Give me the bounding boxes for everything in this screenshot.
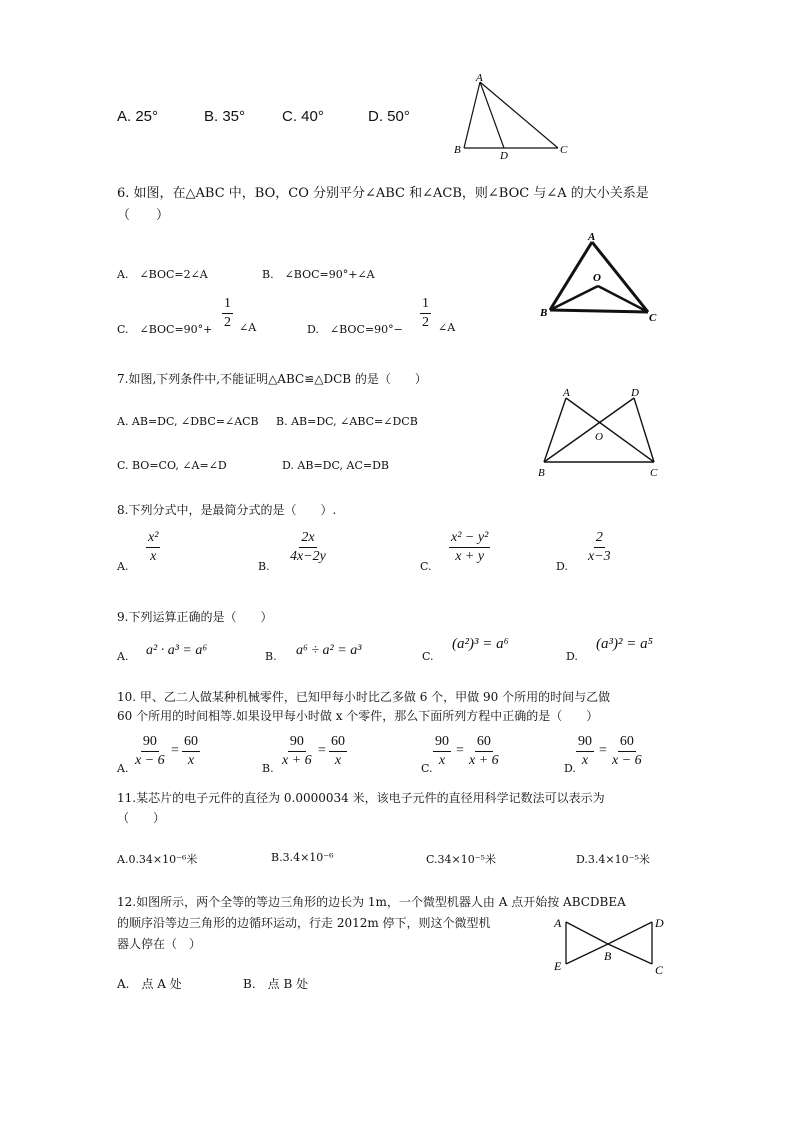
q12-stem-line3: 器人停在（ ） <box>117 937 202 951</box>
q7-option-d: D. AB=DC, AC=DB <box>282 459 389 472</box>
q6-blank: （ ） <box>117 208 170 223</box>
q7-label-c: C <box>650 467 658 479</box>
q5-label-a: A <box>476 72 483 84</box>
q5-option-a: A. 25° <box>117 108 159 125</box>
q5-option-b: B. 35° <box>204 108 246 125</box>
q10-stem-line2: 60 个所用的时间相等.如果设甲每小时做 x 个零件，那么下面所列方程中正确的是（ ） <box>117 709 599 723</box>
q8-fraction-c: $\frac{\text{x² − y²}}{x + y}$ <box>451 530 489 565</box>
q7-stem: 7.如图,下列条件中,不能证明△ABC≌△DCB 的是（ ） <box>117 372 427 386</box>
q11-option-b: B.3.4×10⁻⁶ <box>271 851 334 864</box>
q8-stem: 8.下列分式中，是最简分式的是（ ）. <box>117 503 337 517</box>
q12-label-e: E <box>554 959 562 973</box>
q6-option-c: C. ∠BOC=90°+ <box>117 323 213 336</box>
q9-expr-a: a² · a³ = a⁶ <box>146 643 208 658</box>
q9-letter-b: B. <box>265 650 277 663</box>
q7-option-b: B. AB=DC, ∠ABC=∠DCB <box>276 415 418 428</box>
q10-a-right-fraction: $\frac{60}{x}$ <box>184 734 198 769</box>
q8-letter-b: B. <box>258 560 270 573</box>
q11-option-a: A.0.34×10⁻⁶米 <box>117 853 198 866</box>
q10-b-left-fraction: $\frac{90}{x + 6}$ <box>282 734 312 769</box>
q6-option-c-fraction: $\frac{1}{2}$ <box>224 296 231 331</box>
q10-d-equals: = <box>599 743 607 758</box>
q10-a-left-fraction: $\frac{90}{x - 6}$ <box>135 734 165 769</box>
q5-label-b: B <box>454 144 461 156</box>
q9-stem: 9.下列运算正确的是（ ） <box>117 610 273 624</box>
q12-option-a: A. 点 A 处 <box>117 977 182 991</box>
q6-option-d-angle: ∠A <box>438 321 456 334</box>
q10-letter-d: D. <box>564 762 576 775</box>
q10-d-right-fraction: $\frac{60}{x - 6}$ <box>612 734 642 769</box>
q10-letter-c: C. <box>421 762 433 775</box>
q6-option-d: D. ∠BOC=90°− <box>307 323 403 336</box>
q10-letter-b: B. <box>262 762 274 775</box>
q9-letter-a: A. <box>117 650 129 663</box>
q9-letter-d: D. <box>566 650 578 663</box>
q10-a-equals: = <box>171 743 179 758</box>
q10-b-right-fraction: $\frac{60}{x}$ <box>331 734 345 769</box>
q12-label-d: D <box>655 916 664 930</box>
q10-b-equals: = <box>318 743 326 758</box>
q7-label-o: O <box>595 431 603 443</box>
q11-blank: （ ） <box>117 811 166 825</box>
q6-label-b: B <box>540 307 548 319</box>
q6-option-a: A. ∠BOC=2∠A <box>117 268 208 281</box>
q7-label-a: A <box>563 387 570 399</box>
q10-d-left-fraction: $\frac{90}{x}$ <box>578 734 592 769</box>
q10-c-equals: = <box>456 743 464 758</box>
q12-option-b: B. 点 B 处 <box>243 977 309 991</box>
q8-letter-d: D. <box>556 560 568 573</box>
q12-stem-line2: 的顺序沿等边三角形的边循环运动，行走 2012m 停下，则这个微型机 <box>117 916 491 930</box>
q5-label-d: D <box>500 150 508 162</box>
q8-fraction-a: $\frac{\text{x²}}{x}$ <box>148 530 159 565</box>
q12-bowtie-figure <box>552 912 672 980</box>
q8-letter-c: C. <box>420 560 432 573</box>
q11-option-c: C.34×10⁻⁵米 <box>426 853 496 866</box>
q6-label-a: A <box>588 231 596 243</box>
q11-stem-line1: 11.某芯片的电子元件的直径为 0.0000034 米，该电子元件的直径用科学记数法可以表示为 <box>117 791 605 805</box>
q5-option-c: C. 40° <box>282 108 324 125</box>
q12-label-a: A <box>554 916 562 930</box>
q12-stem-line1: 12.如图所示，两个全等的等边三角形的边长为 1m，一个微型机器人由 A 点开始按 ABCDBEA <box>117 895 626 909</box>
q5-option-d: D. 50° <box>368 108 410 125</box>
q10-letter-a: A. <box>117 762 129 775</box>
q12-label-b: B <box>604 949 612 963</box>
q5-label-c: C <box>560 144 568 156</box>
q7-option-c: C. BO=CO, ∠A=∠D <box>117 459 227 472</box>
q6-label-c: C <box>649 312 657 324</box>
q7-option-a: A. AB=DC, ∠DBC=∠ACB <box>117 415 259 428</box>
q10-c-left-fraction: $\frac{90}{x}$ <box>435 734 449 769</box>
q6-label-o: O <box>593 272 601 284</box>
q5-triangle-figure <box>448 72 578 164</box>
q8-fraction-d: $\frac{2}{x-3}$ <box>588 530 611 565</box>
q6-option-b: B. ∠BOC=90°+∠A <box>262 268 375 281</box>
q7-figure <box>536 384 666 480</box>
q10-c-right-fraction: $\frac{60}{x + 6}$ <box>469 734 499 769</box>
q8-letter-a: A. <box>117 560 129 573</box>
q10-stem-line1: 10. 甲、乙二人做某种机械零件，已知甲每小时比乙多做 6 个，甲做 90 个所用的时间与乙做 <box>117 690 611 704</box>
q7-label-d: D <box>631 387 639 399</box>
q9-expr-b: a⁶ ÷ a² = a³ <box>296 643 362 658</box>
q6-option-c-angle: ∠A <box>239 321 257 334</box>
q6-option-d-fraction: $\frac{1}{2}$ <box>422 296 429 331</box>
q6-stem: 6. 如图，在△ABC 中，BO，CO 分别平分∠ABC 和∠ACB，则∠BOC 与∠A 的大小关系是 <box>117 186 649 201</box>
q11-option-d: D.3.4×10⁻⁵米 <box>576 853 650 866</box>
q8-fraction-b: $\frac{2x}{4x-2y}$ <box>290 530 326 565</box>
q9-expr-c: (a²)³ = a⁶ <box>452 636 509 652</box>
q7-label-b: B <box>538 467 545 479</box>
q6-triangle-figure <box>536 228 664 324</box>
q9-letter-c: C. <box>422 650 434 663</box>
q12-label-c: C <box>655 963 664 977</box>
q9-expr-d: (a³)² = a⁵ <box>596 636 653 652</box>
